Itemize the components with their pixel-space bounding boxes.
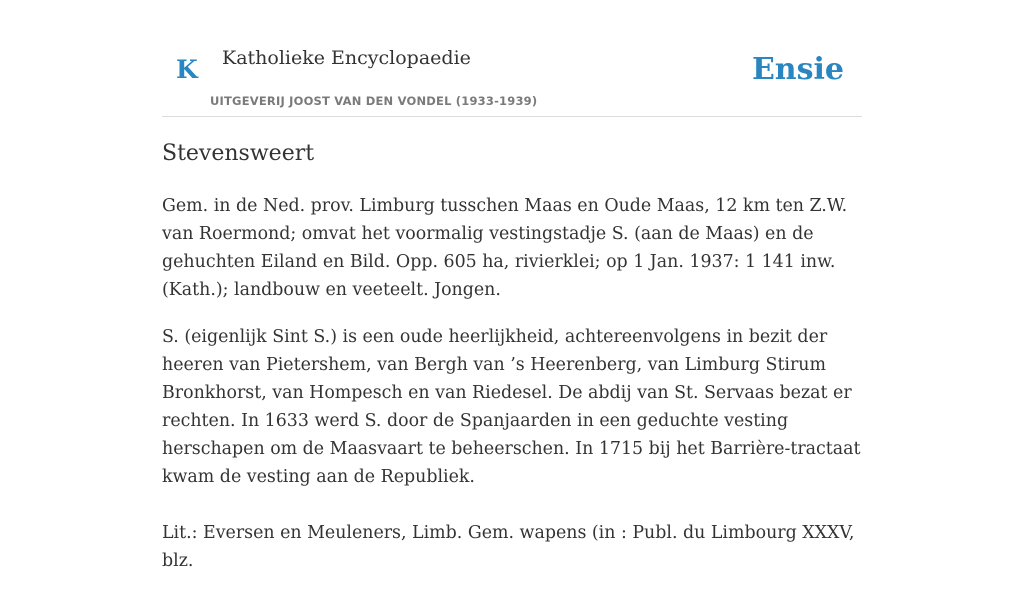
article-paragraph: S. (eigenlijk Sint S.) is een oude heerlijkheid, achtereenvolgens in bezit der heeren van Pietershem, van Bergh van ’s Heerenberg, van Limburg Stirum Bronkhorst, van Hompesch en van Riedesel. De abdij van St. Servaas bezat er rechten. In 1633 werd S. door de Spanjaarden in een geduchte vesting herschapen om de Maasvaart te beheerschen. In 1715 bij het Barrière-tractaat kwam de vesting aan de Republiek. (162, 327, 861, 487)
publisher-subtitle: UITGEVERIJ JOOST VAN DEN VONDEL (1933-1939) (210, 94, 538, 108)
ensie-logo[interactable]: Ensie (751, 52, 844, 87)
publication-title[interactable]: Katholieke Encyclopaedie (222, 47, 471, 69)
article-body (162, 192, 867, 594)
literature-reference: Lit.: Eversen en Meuleners, Limb. Gem. wapens (in : Publ. du Limbourg XXXV, blz. (162, 523, 855, 571)
site-header (162, 0, 862, 117)
publication-logo-icon[interactable]: K (176, 55, 198, 84)
article-paragraph: Gem. in de Ned. prov. Limburg tusschen Maas en Oude Maas, 12 km ten Z.W. van Roermond; omvat het voormalig vestingstadje S. (aan de Maas) en de gehuchten Eiland en Bild. Opp. 605 ha, rivierklei; op 1 Jan. 1937: 1 141 inw. (Kath.); landbouw en veeteelt. Jongen. (162, 196, 848, 300)
article-title: Stevensweert (162, 141, 315, 166)
